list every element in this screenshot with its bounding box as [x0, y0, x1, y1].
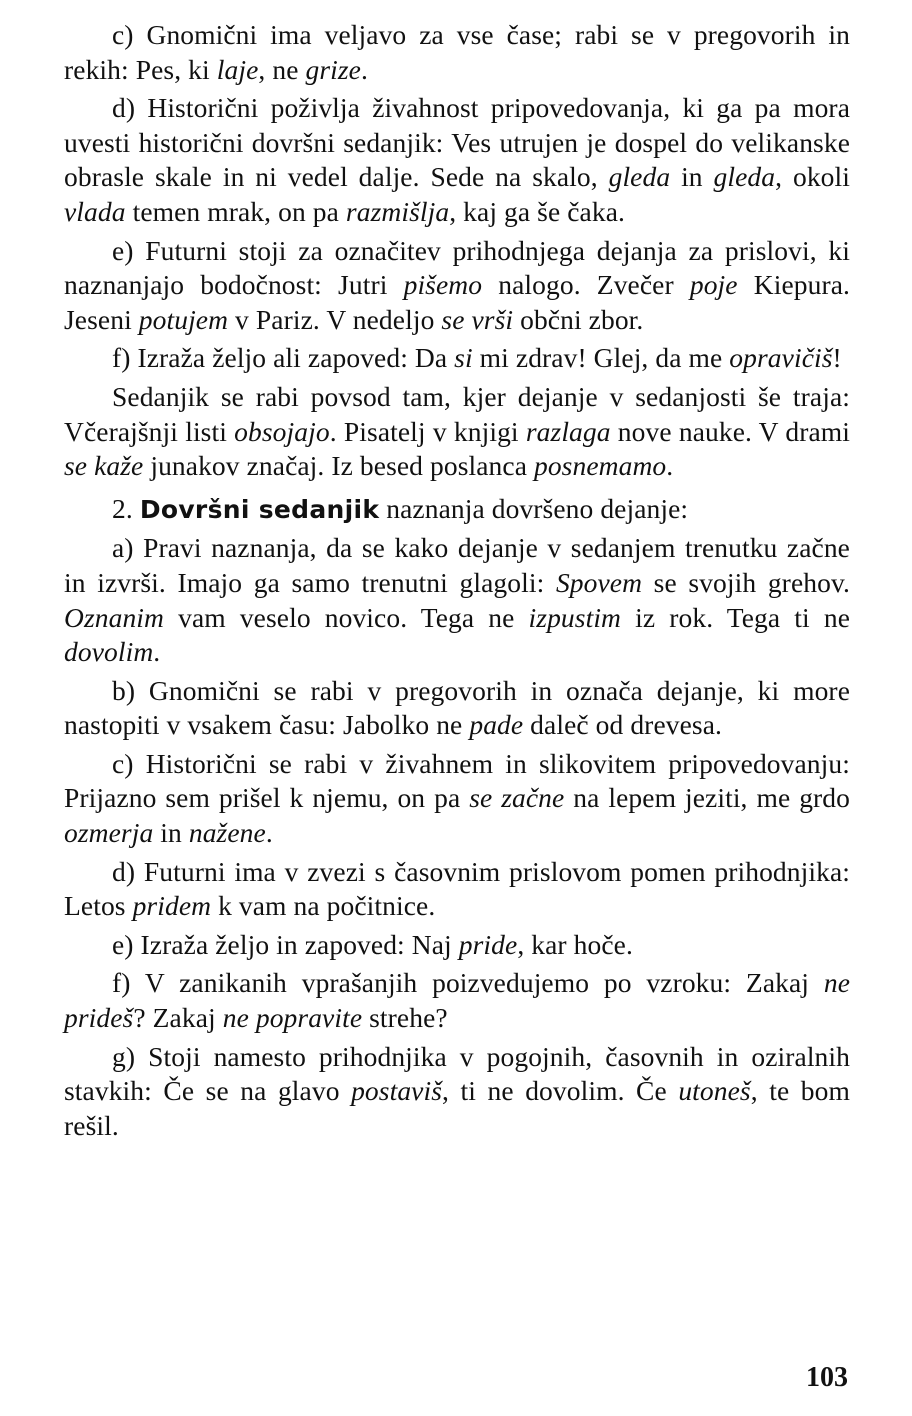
text-run: nove nauke. V drami — [610, 415, 850, 447]
italic-example: potujem — [138, 303, 229, 335]
italic-example: pride — [458, 928, 518, 960]
text-run: , te bom rešil. — [64, 1075, 850, 1141]
text-run: temen mrak, on pa — [125, 195, 346, 227]
text-run: f) V zanikanih vprašanjih poizvedujemo po vzroku: Zakaj — [112, 967, 824, 999]
italic-example: se začne — [469, 782, 565, 814]
text-run: ? Zakaj — [133, 1002, 223, 1034]
italic-example: utoneš — [678, 1075, 751, 1107]
text-run: naznanja dovršeno dejanje: — [379, 492, 689, 524]
text-run: , kar hoče. — [517, 928, 633, 960]
text-run: , kaj ga še čaka. — [449, 195, 625, 227]
paragraph — [64, 234, 850, 338]
text-run: daleč od drevesa. — [523, 709, 722, 741]
italic-example: razlaga — [525, 415, 611, 447]
paragraph — [64, 341, 850, 376]
italic-example: nažene — [188, 817, 266, 849]
paragraph — [64, 966, 850, 1035]
italic-example: pišemo — [403, 269, 483, 301]
text-run: . Pisatelj v knjigi — [329, 415, 526, 447]
italic-example: posnemamo — [533, 450, 667, 482]
text-run: junakov značaj. Iz besed poslanca — [143, 450, 534, 482]
italic-example: poje — [689, 269, 738, 301]
italic-example: opravičiš — [729, 342, 833, 374]
text-run: e) Izraža željo in zapoved: Naj — [112, 928, 459, 960]
text-run: mi zdrav! Glej, da me — [472, 342, 730, 374]
text-run: e) Futurni stoji za označitev prihodnjega dejanja za prislovi, ki naznanjajo bodočnost: Jutri — [64, 234, 850, 301]
text-run: f) Izraža željo ali zapoved: Da — [112, 342, 455, 374]
text-run: c) Historični se rabi v živahnem in slikovitem pripovedovanju: Prijazno sem prišel k njemu, on pa — [64, 747, 850, 814]
text-run: k vam na počitnice. — [211, 890, 436, 922]
italic-example: gleda — [713, 161, 776, 193]
italic-example: ne prideš — [64, 967, 850, 1034]
paragraph — [64, 18, 850, 87]
italic-example: si — [454, 342, 473, 374]
italic-example: ozmerja — [64, 817, 154, 849]
text-run: Kiepura. Jeseni — [64, 269, 850, 335]
text-run: d) Historični poživlja živahnost pripovedovanja, ki ga pa mora uvesti historični dovršni sedanjik: Ves utrujen je dospel do velikanske obrasle skale in ni vedel dalje. Sede na skalo, — [64, 92, 850, 193]
paragraph — [64, 855, 850, 924]
italic-example: postaviš — [351, 1075, 443, 1107]
text-run: in — [670, 161, 714, 193]
italic-example: se vrši — [441, 303, 514, 335]
text-run: g) Stoji namesto prihodnjika v pogojnih, časovnih in oziralnih stavkih: Če se na glavo — [64, 1040, 850, 1107]
italic-example: pridem — [132, 890, 212, 922]
paragraph — [64, 747, 850, 851]
paragraph — [64, 380, 850, 484]
italic-example: razmišlja — [345, 195, 450, 227]
text-run: , ti ne dovolim. Če — [442, 1075, 679, 1107]
text-run: b) Gnomični se rabi v pregovorih in označa dejanje, ki more nastopiti v vsakem času: Jabolko ne — [64, 674, 850, 741]
text-run: iz rok. Tega ti ne — [621, 601, 850, 633]
paragraph — [64, 531, 850, 669]
text-run: ! — [832, 342, 842, 374]
italic-example: vlada — [64, 195, 126, 227]
italic-example: pade — [469, 709, 524, 741]
text-run: . — [666, 450, 674, 482]
italic-example: izpustim — [528, 601, 622, 633]
paragraph — [64, 1040, 850, 1144]
italic-example: dovolim — [64, 636, 154, 668]
text-run: vam veselo novico. Tega ne — [164, 601, 529, 633]
text-run: . — [153, 636, 161, 668]
text-run: . — [265, 817, 273, 849]
paragraph — [64, 91, 850, 229]
text-run: d) Futurni ima v zvezi s časovnim prislovom pomen prihodnjika: Letos — [64, 855, 850, 922]
text-run: 2. — [112, 492, 140, 524]
text-run: a) Pravi naznanja, da se kako dejanje v sedanjem trenutku začne in izvrši. Imajo ga samo trenutni glagoli: — [64, 532, 850, 598]
text-run: nalogo. Zvečer — [482, 269, 690, 301]
italic-example: obsojajo — [234, 415, 330, 447]
italic-example: ne popravite — [222, 1002, 363, 1034]
italic-example: laje — [216, 53, 259, 85]
paragraph — [64, 492, 850, 528]
text-run: c) Gnomični ima veljavo za vse čase; rabi se v pregovorih in rekih: Pes, ki — [64, 19, 850, 85]
text-run: v Pariz. V nedeljo — [228, 303, 442, 335]
italic-example: Oznanim — [64, 601, 165, 633]
text-run: Sedanjik se rabi povsod tam, kjer dejanje v sedanjosti še traja: Včerajšnji listi — [64, 380, 850, 447]
body-text — [64, 18, 850, 1143]
italic-example: Spovem — [555, 566, 643, 598]
text-run: , ne — [258, 53, 306, 85]
section-heading: Dovršni sedanjik — [139, 494, 380, 524]
page-number: 103 — [806, 1362, 848, 1393]
text-run: . — [360, 53, 368, 85]
italic-example: gleda — [608, 161, 671, 193]
text-run: občni zbor. — [513, 303, 644, 335]
text-run: se svojih grehov. — [642, 566, 850, 598]
text-run: na lepem jeziti, me grdo — [564, 782, 851, 814]
paragraph — [64, 674, 850, 743]
text-run: , okoli — [775, 161, 851, 193]
italic-example: se kaže — [64, 450, 144, 482]
text-run: in — [153, 817, 189, 849]
text-run: strehe? — [362, 1002, 448, 1034]
paragraph — [64, 928, 850, 963]
italic-example: grize — [305, 53, 361, 85]
